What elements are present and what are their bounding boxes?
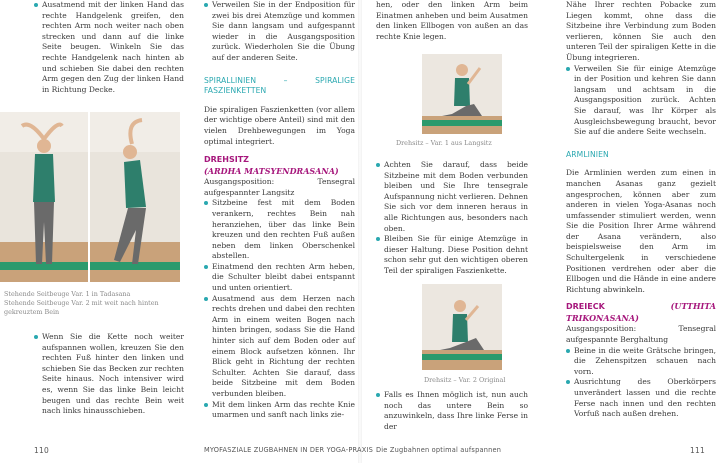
start-position-2: Ausgangsposition: Tensegral aufgespannte Berghaltung — [566, 324, 716, 345]
photo-twist-var2 — [422, 284, 502, 370]
left-column-1-bottom — [34, 332, 184, 417]
photo-side-bend-var1 — [0, 112, 88, 282]
exercise-subtitle: (ARDHA MATSYENDRASANA) — [204, 165, 339, 176]
section2-text: Die Armlinien werden zum einen in manchen Asanas ganz gezielt angesprochen, können aber zum anderen in vielen Yoga-Asanas noch umfassender stimuliert werden, wenn Sie die Position Ihrer Arme während der Asana verändern, also beispielsweise den Arm im Schultergelenk in verschiedene Positionen verdrehen oder aber die Ellbogen und die Hände in eine andere Richtung abwinkeln. — [566, 168, 716, 294]
section-heading-spirallinien: SPIRALLINIEN – SPIRALIGE FASZIENKETTEN — [204, 75, 355, 96]
section-text: Die spiraligen Faszienketten (vor allem der wichtige obere Anteil) sind mit den vielen Drehbewegungen im Yoga optimal integriert. — [204, 104, 355, 146]
right-column-1 — [376, 0, 528, 48]
right-column-1-bottom — [376, 390, 528, 432]
photo2-caption: Drehsitz – Var. 2 Original — [424, 376, 506, 384]
list-item: Ausrichtung des Oberkörpers unverändert lassen und die rechte Ferse nach innen und den rechten Vorfuß nach außen drehen. — [566, 377, 716, 419]
col3-top-text: hen, oder den linken Arm beim Einatmen anheben und beim Ausatmen den linken Ellbogen von außen an das rechte Knie legen. — [376, 0, 528, 41]
list-item: Verweilen Sie für einige Atemzüge in der Position und kehren Sie dann langsam und achtsam in die Ausgangsposition zurück. Achten Sie darauf, was Ihr Körper als Ausgleichsbewegung braucht, bevor Sie auf die andere Seite wechseln. — [566, 64, 716, 138]
left-page-number: 110 — [34, 446, 49, 455]
left-running-title: MYOFASZIALE ZUGBAHNEN IN DER YOGA-PRAXIS — [204, 446, 373, 454]
list-item: Einatmend den rechten Arm heben, die Schulter bleibt dabei entspannt und unten orientiert. — [204, 262, 355, 294]
right-column-1-mid — [376, 160, 528, 277]
list-item: Bleiben Sie für einige Atemzüge in dieser Haltung. Diese Position dehnt schon sehr gut den wichtigen oberen Teil der spiraligen Faszienkette. — [376, 234, 528, 276]
list-item: Mit dem linken Arm das rechte Knie umarmen und sanft nach links zie- — [204, 400, 355, 421]
exercise2-subtitle: (UTTHITA TRIKONASANA) — [566, 301, 716, 323]
right-page-number: 111 — [690, 446, 705, 455]
list-item: Beine in die weite Grätsche bringen, die Zehenspitzen schauen nach vorn. — [566, 346, 716, 378]
left-column-1 — [34, 0, 184, 95]
photo-twist-var1 — [422, 54, 502, 134]
book-gutter — [358, 0, 362, 463]
exercise2-title: DREIECK — [566, 302, 605, 312]
right-running-title: Die Zugbahnen optimal aufspannen — [376, 446, 502, 454]
list-item: Achten Sie darauf, dass beide Sitzbeine mit dem Boden verbunden bleiben und Sie Ihre tensegrale Aufspannung nicht verlieren. Dehnen Sie sich vor dem inneren heraus in alle Richtungen aus, besonders nach oben. — [376, 160, 528, 234]
left-column-2 — [204, 0, 355, 421]
start-position: Ausgangsposition: Tensegral aufgespannter Langsitz — [204, 177, 355, 197]
list-item: Ausatmend mit der linken Hand das rechte Handgelenk greifen, den rechten Arm noch weiter nach oben strecken und dann auf die linke Seite beugen. Winkeln Sie das rechte Handgelenk nach hinten ab und schieben Sie dabei den rechten Arm gegen den Zug der linken Hand in Richtung Decke. — [34, 0, 184, 95]
exercise-title: DREHSITZ — [204, 155, 249, 165]
list-item: Verweilen Sie in der Endposition für zwei bis drei Atemzüge und kommen Sie dann langsam und aufgespannt wieder in die Ausgangsposition zurück. Wiederholen Sie die Übung auf der anderen Seite. — [204, 0, 355, 64]
col1-top-list — [34, 0, 184, 95]
list-item: Wenn Sie die Kette noch weiter aufspannen wollen, kreuzen Sie den rechten Fuß hinter den linken und schieben Sie das Becken zur rechten Seite hinaus. Noch intensiver wird es, wenn Sie das linke Bein leicht beugen und das rechte Bein weit nach links hinausschieben. — [34, 332, 184, 417]
col4-top-text: Nähe Ihrer rechten Pobacke zum Liegen kommt, ohne dass die Sitzbeine ihre Verbindung zum Boden verlieren, können Sie auch den unteren Teil der spiraligen Kette in die Übung integrieren. — [566, 0, 716, 62]
photo1-caption: Drehsitz – Var. 1 aus Langsitz — [396, 139, 492, 147]
section-heading-armlinien: ARMLINIEN — [566, 149, 609, 159]
list-item: Falls es Ihnen möglich ist, nun auch noch das untere Bein so anzuwinkeln, dass Ihre linke Ferse in der — [376, 390, 528, 432]
col2-steps-list — [204, 198, 355, 420]
photo-side-bend-var2 — [90, 112, 180, 282]
list-item: Sitzbeine fest mit dem Boden verankern, rechtes Bein nah heranziehen, über das linke Bein kreuzen und den rechten Fuß außen neben dem linken Oberschenkel abstellen. — [204, 198, 355, 262]
right-column-2 — [566, 0, 716, 420]
list-item: Ausatmend aus dem Herzen nach rechts drehen und dabei den rechten Arm in einem weiten Bogen nach hinten bringen, sodass Sie die Hand hinter sich auf dem Boden oder auf einem Block aufsetzen können. Ihr Blick geht in Richtung der rechten Schulter. Achten Sie darauf, dass beide Sitzbeine mit dem Boden verbunden bleiben. — [204, 294, 355, 400]
left-photo-caption: Stehende Seitbeuge Var. 1 in Tadasana Stehende Seitbeuge Var. 2 mit weit nach hinten gekreuztem Bein — [4, 290, 159, 316]
